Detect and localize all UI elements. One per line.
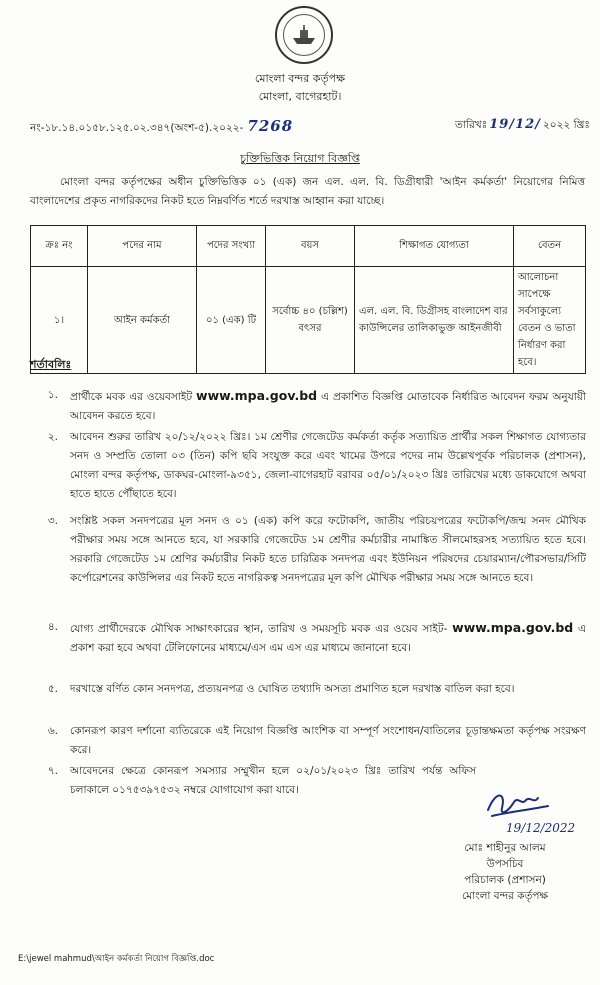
term-text: কোনরূপ কারণ দর্শানো ব্যতিরেকে এই নিয়োগ বিজ্ঞপ্তি আংশিক বা সম্পূর্ণ সংশোধন/বাতিলের চূড়ান্তক্ষমতা কর্তৃপক্ষ সংরক্ষণ করে। bbox=[70, 725, 586, 756]
signature-date: 19/12/2022 bbox=[506, 821, 576, 835]
handwritten-signature bbox=[478, 782, 588, 837]
term-number: ৫. bbox=[47, 683, 58, 695]
term-number: ২. bbox=[47, 431, 58, 443]
port-authority-seal bbox=[275, 6, 333, 64]
cell-age: সর্বোচ্চ ৪০ (চল্লিশ) বৎসর bbox=[266, 267, 355, 374]
term-text: আবেদনের ক্ষেত্রে কোনরূপ সমস্যার সম্মুখীন হলে ০২/০১/২০২৩ খ্রিঃ তারিখ পর্যন্ত অফিস চলাকালে ০১৭৫৩৯৭৫৩২ নম্বরে যোগাযোগ করা যাবে। bbox=[70, 765, 476, 796]
terms-heading: শর্তাবলিঃ bbox=[30, 358, 72, 371]
memo-line bbox=[30, 117, 590, 138]
memo-label: নং-১৮.১৪.০১৫৮.১২৫.০২.৩৪৭(অংশ-৫).২০২২- bbox=[30, 122, 244, 134]
term-text: সংশ্লিষ্ট সকল সনদপত্রের মূল সনদ ও ০১ (এক) কপি করে ফটোকপি, জাতীয় পরিচয়পত্রের ফটোকপি/জন্ম সনদ মৌখিক পরীক্ষার সময় সঙ্গে আনতে হবে, যা সরকারি গেজেটেড ১ম শ্রেণীর কর্মচারীর নামাঙ্কিত সীলমোহরসহ সত্যায়িত হতে হবে। সরকারি গেজেটেড ১ম শ্রেণির কর্মচারীর নিকট হতে চারিত্রিক সনদপত্র এবং ইউনিয়ন পরিষদের চেয়ারম্যান/পৌরসভার/সিটি কর্পোরেশনের কাউন্সিলর এর নিকট হতে নাগরিকত্ব সনদপত্রের মূল কপি মৌখিক পরীক্ষার সময় সঙ্গে আনতে হবে। bbox=[70, 515, 586, 584]
website-link[interactable]: www.mpa.gov.bd bbox=[196, 388, 318, 403]
table-header-row bbox=[31, 226, 586, 267]
date-handwritten: 19/12/ bbox=[489, 117, 541, 132]
ship-icon bbox=[291, 24, 317, 46]
col-serial: ক্রঃ নং bbox=[31, 226, 88, 267]
term-number: ৬. bbox=[47, 725, 58, 737]
term-item-6 bbox=[30, 722, 586, 760]
memo-number bbox=[30, 117, 293, 138]
signatory-block bbox=[420, 840, 590, 904]
org-location: মোংলা, বাগেরহাট। bbox=[258, 90, 342, 103]
col-post-name: পদের নাম bbox=[88, 226, 197, 267]
memo-handwritten-number: 7268 bbox=[247, 117, 294, 135]
col-qualification: শিক্ষাগত যোগ্যতা bbox=[355, 226, 514, 267]
term-number: ১. bbox=[47, 389, 58, 401]
term-item-5 bbox=[30, 680, 586, 699]
signatory-role: পরিচালক (প্রশাসন) bbox=[464, 874, 546, 886]
table-row bbox=[31, 267, 586, 374]
term-item-2 bbox=[30, 428, 586, 504]
col-salary: বেতন bbox=[514, 226, 586, 267]
org-name: মোংলা বন্দর কর্তৃপক্ষ bbox=[254, 72, 346, 85]
job-table bbox=[30, 225, 586, 374]
term-text: যোগ্য প্রার্থীদেরকে মৌখিক সাক্ষাৎকারের স্থান, তারিখ ও সময়সূচি মবক এর ওয়েব সাইট- www.mpa.gov.bd এ প্রকাশ করা হবে অথবা টেলিফোনের মাধ্যমে/এস এম এস এর মাধ্যমে জানানো হবে। bbox=[70, 620, 586, 654]
notice-intro: মোংলা বন্দর কর্তৃপক্ষের অধীন চুক্তিভিত্তিক ০১ (এক) জন এল. এল. বি. ডিগ্রীধারী 'আইন কর্মকর্তা' নিয়োগের নিমিত্ত বাংলাদেশের প্রকৃত নাগরিকদের নিকট হতে নিম্নবর্ণিত শর্তে দরখাস্ত আহ্বান করা যাচ্ছে। bbox=[30, 176, 585, 207]
seal-emblem-icon bbox=[283, 14, 325, 56]
term-item-4 bbox=[30, 618, 586, 658]
term-item-1 bbox=[30, 386, 586, 426]
notice-title: চুক্তিভিত্তিক নিয়োগ বিজ্ঞপ্তি bbox=[240, 152, 360, 165]
signatory-designation: উপসচিব bbox=[486, 858, 524, 870]
cell-serial: ১। bbox=[31, 267, 88, 374]
date-year: ২০২২ খ্রিঃ bbox=[542, 119, 590, 131]
signatory-name: মোঃ শাহীনুর আলম bbox=[464, 842, 546, 854]
cell-salary: আলোচনা সাপেক্ষে সর্বসাকুল্যে বেতন ও ভাতা নির্ধারণ করা হবে। bbox=[514, 267, 586, 374]
term-number: ৩. bbox=[47, 515, 58, 527]
term-number: ৭. bbox=[47, 765, 58, 777]
col-post-count: পদের সংখ্যা bbox=[197, 226, 266, 267]
memo-date bbox=[455, 117, 590, 138]
term-item-3 bbox=[30, 512, 586, 588]
cell-post-name: আইন কর্মকর্তা bbox=[88, 267, 197, 374]
file-path-footer: E:\jewel mahmud\আইন কর্মকর্তা নিয়োগ বিজ্ঞপ্তি.doc bbox=[18, 954, 215, 964]
term-text: প্রার্থীকে মবক এর ওয়েবসাইট www.mpa.gov.bd এ প্রকাশিত বিজ্ঞপ্তি মোতাবেক নির্ধারিত আবেদন ফরম অনুযায়ী আবেদন করতে হবে। bbox=[70, 388, 586, 422]
signatory-org: মোংলা বন্দর কর্তৃপক্ষ bbox=[461, 890, 549, 902]
cell-post-count: ০১ (এক) টি bbox=[197, 267, 266, 374]
col-age: বয়স bbox=[266, 226, 355, 267]
cell-qualification: এল. এল. বি. ডিগ্রীসহ বাংলাদেশ বার কাউন্সিলের তালিকাভুক্ত আইনজীবী bbox=[355, 267, 514, 374]
website-link[interactable]: www.mpa.gov.bd bbox=[452, 620, 574, 635]
term-number: ৪. bbox=[47, 621, 58, 633]
date-label: তারিখঃ bbox=[455, 119, 488, 131]
term-text: দরখাস্তে বর্ণিত কোন সনদপত্র, প্রত্যয়নপত্র ও ঘোষিত তথ্যাদি অসত্য প্রমাণিত হলে দরখাস্ত বাতিল করা হবে। bbox=[70, 683, 515, 695]
term-text: আবেদন শুরুর তারিখ ২০/১২/২০২২ খ্রিঃ। ১ম শ্রেণীর গেজেটেড কর্মকর্তা কর্তৃক সত্যায়িত প্রার্থীর সকল শিক্ষাগত যোগ্যতার সনদ ও সম্প্রতি তোলা ০৩ (তিন) কপি ছবি সংযুক্ত করে এবং খামের উপরে পদের নাম উল্লেখপূর্বক পরিচালক (প্রশাসন), মোংলা বন্দর কর্তৃপক্ষ, ডাকঘর-মোংলা-৯৩৫১, জেলা-বাগেরহাট বরাবর ০৫/০১/২০২৩ খ্রিঃ তারিখের মধ্যে ডাকযোগে অথবা হাতে হাতে পৌঁছাতে হবে। bbox=[70, 431, 586, 500]
